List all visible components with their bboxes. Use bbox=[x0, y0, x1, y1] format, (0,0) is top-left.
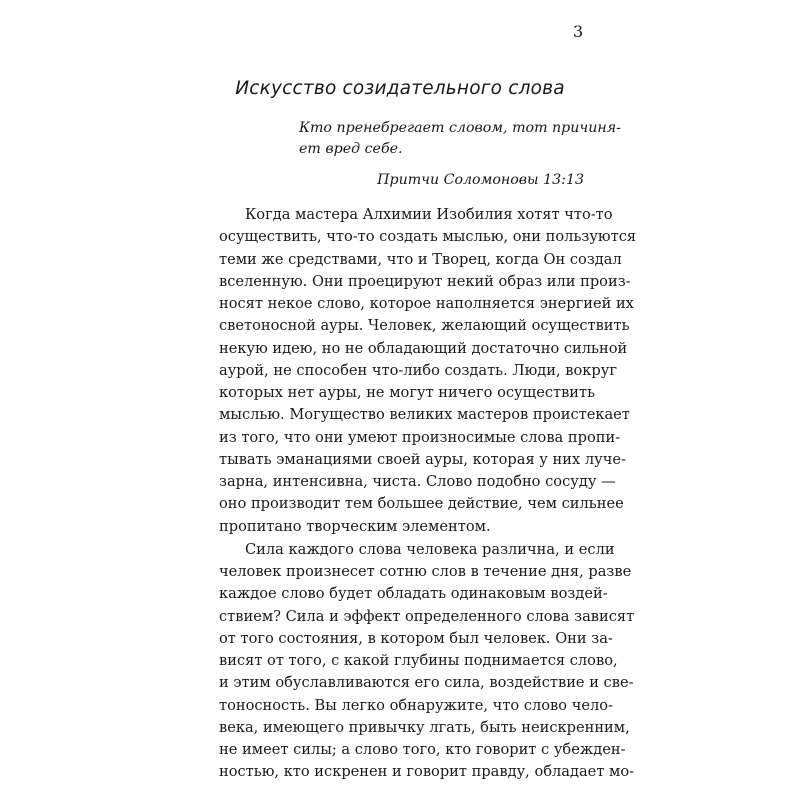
text-line: зарна, интенсивна, чиста. Слово подобно сосуду — bbox=[219, 473, 616, 490]
text-line: от того состояния, в котором был человек. Они за- bbox=[219, 629, 613, 647]
text-line: не имеет силы; а слово того, кто говорит с убежден- bbox=[219, 741, 626, 758]
text-line: тоносность. Вы легко обнаружите, что слово чело- bbox=[219, 696, 613, 714]
text-line: осуществить, что-то создать мыслью, они пользуются bbox=[219, 228, 637, 246]
text-line: аурой, не способен что-либо создать. Люди, вокруг bbox=[219, 361, 617, 379]
page-number: 3 bbox=[573, 22, 584, 41]
text-line: оно производит тем большее действие, чем сильнее bbox=[219, 495, 624, 513]
epigraph-line: ет вред себе. bbox=[299, 141, 403, 157]
text-line: и этим обуславливаются его сила, воздействие и све- bbox=[219, 674, 634, 692]
text-line: носят некое слово, которое наполняется энергией их bbox=[219, 295, 634, 312]
text-line: ностью, кто искренен и говорит правду, обладает мо- bbox=[219, 763, 635, 781]
text-line: ствием? Сила и эффект определенного слова зависят bbox=[219, 607, 635, 625]
paragraph-2 bbox=[219, 539, 635, 784]
text-line: Когда мастера Алхимии Изобилия хотят что-то bbox=[245, 206, 613, 223]
text-line: мыслью. Могущество великих мастеров проистекает bbox=[219, 406, 630, 424]
epigraph-line: Кто пренебрегает словом, тот причиня- bbox=[299, 120, 621, 136]
text-line: висят от того, с какой глубины поднимается слово, bbox=[219, 652, 618, 669]
body-text bbox=[219, 204, 637, 784]
text-line: светоносной ауры. Человек, желающий осуществить bbox=[219, 317, 630, 335]
epigraph-source: Притчи Соломоновы 13:13 bbox=[377, 172, 584, 188]
paragraph-1 bbox=[219, 204, 637, 538]
chapter-title: Искусство созидательного слова bbox=[235, 78, 565, 99]
text-line: из того, что они умеют произносимые слова пропи- bbox=[219, 428, 621, 446]
text-line: вселенную. Они проецируют некий образ или произ- bbox=[219, 272, 631, 290]
text-line: Сила каждого слова человека различна, и если bbox=[245, 540, 615, 558]
text-line: которых нет ауры, не могут ничего осуществить bbox=[219, 384, 596, 401]
text-line: каждое слово будет обладать одинаковым воздей- bbox=[219, 585, 608, 603]
text-line: человек произнесет сотню слов в течение дня, разве bbox=[219, 563, 632, 580]
text-line: века, имеющего привычку лгать, быть неискренним, bbox=[219, 718, 630, 736]
text-line: некую идею, но не обладающий достаточно сильной bbox=[219, 339, 628, 357]
epigraph bbox=[299, 118, 621, 160]
text-line: тывать эманациями своей ауры, которая у них луче- bbox=[219, 450, 626, 468]
text-line: теми же средствами, что и Творец, когда Он создал bbox=[219, 250, 622, 268]
text-line: пропитано творческим элементом. bbox=[219, 517, 491, 535]
